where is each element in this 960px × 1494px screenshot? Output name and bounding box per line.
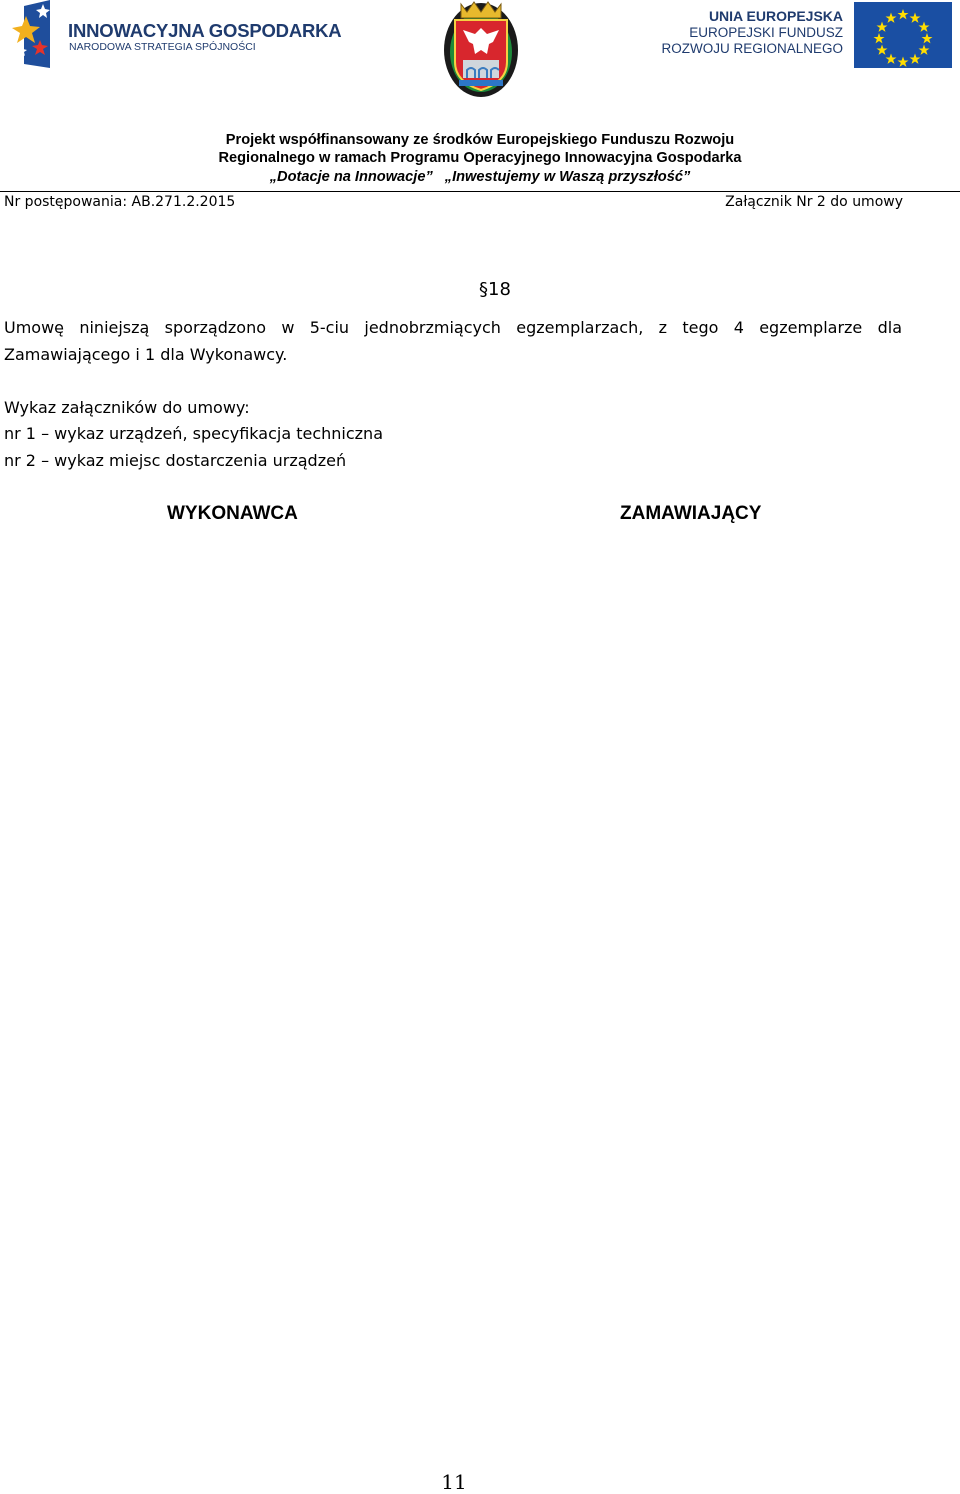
logo-subtitle: NARODOWA STRATEGIA SPÓJNOŚCI — [69, 41, 256, 53]
attachment-item: nr 2 – wykaz miejsc dostarczenia urządzeń — [4, 451, 347, 470]
stars-logo-icon — [10, 0, 64, 70]
paragraph-copies-line-1: Umowę niniejszą sporządzono w 5-ciu jednobrzmiących egzemplarzach, z tego 4 egzemplarze dla — [4, 318, 902, 337]
slogan-inwestujemy: „Inwestujemy w Waszą przyszłość” — [444, 169, 691, 185]
fund-label: EUROPEJSKI FUNDUSZ — [689, 25, 843, 40]
attachment-label: Załącznik Nr 2 do umowy — [725, 194, 903, 210]
region-label: ROZWOJU REGIONALNEGO — [661, 41, 843, 56]
section-number: §18 — [479, 279, 511, 300]
slogan-dotacje: „Dotacje na Innowacje” — [269, 169, 433, 185]
project-slogans — [0, 168, 960, 186]
innowacyjna-gospodarka-logo — [10, 0, 342, 72]
attachment-item: nr 1 – wykaz urządzeń, specyfikacja techniczna — [4, 424, 383, 443]
coat-of-arms-icon — [441, 0, 521, 98]
eu-fund-logo — [661, 2, 956, 68]
case-number: Nr postępowania: AB.271.2.2015 — [4, 194, 236, 210]
logo-title: INNOWACYJNA GOSPODARKA — [68, 20, 342, 41]
crest — [441, 0, 521, 98]
paragraph-copies-line-2: Zamawiającego i 1 dla Wykonawcy. — [4, 345, 288, 364]
signature-contractor: WYKONAWCA — [167, 503, 298, 524]
project-line-1: Projekt współfinansowany ze środków Europejskiego Funduszu Rozwoju — [225, 132, 735, 148]
header-divider — [0, 191, 960, 192]
signature-client: ZAMAWIAJĄCY — [620, 503, 762, 524]
page-number: 11 — [441, 1470, 467, 1494]
project-line-2: Regionalnego w ramach Programu Operacyjnego Innowacyjna Gospodarka — [218, 150, 742, 166]
attachments-heading: Wykaz załączników do umowy: — [4, 398, 250, 417]
eu-flag-icon — [854, 2, 952, 68]
eu-label: UNIA EUROPEJSKA — [708, 8, 843, 24]
